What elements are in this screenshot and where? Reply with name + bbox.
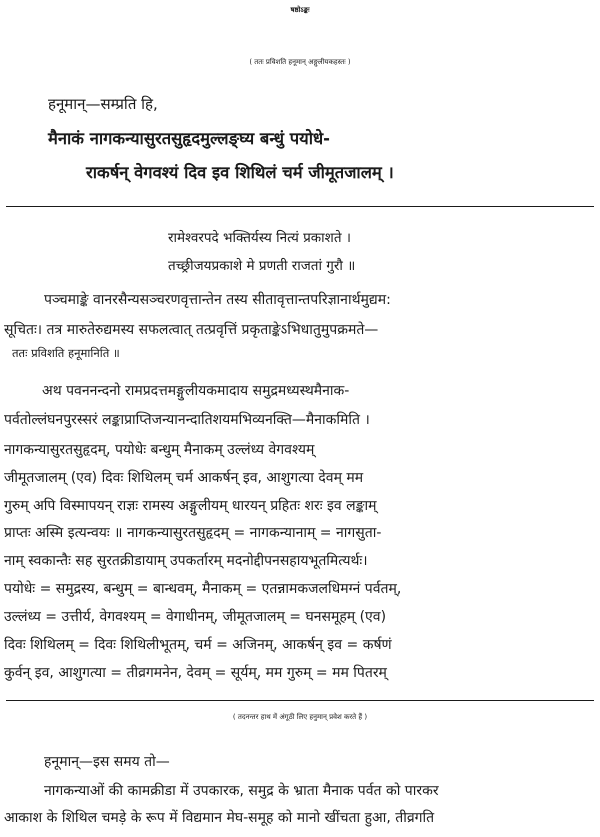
verse-line: राकर्षन् वेगवश्यं दिव इव शिथिलं चर्म जीमूतजालम् । [86, 163, 394, 182]
hindi-stage-direction: ( तदनन्तर हाथ में अंगूठी लिए हनुमान् प्रवेश करते हैं ) [232, 713, 368, 721]
commentary-line: जीमूतजालम् (एव) दिवः शिथिलम् चर्म आकर्षन् इव, आशुगत्या देवम् मम [4, 470, 364, 486]
hindi-translation-line: नागकन्याओं की कामक्रीडा में उपकारक, समुद्र के भ्राता मैनाक पर्वत को पारकर [44, 783, 439, 799]
commentary-line: पयोधेः = समुद्रस्य, बन्धुम् = बान्धवम्, मैनाकम् = एतन्नामकजलधिमग्नं पर्वतम्, [4, 581, 402, 597]
dedication-line: रामेश्वरपदे भक्तिर्यस्य नित्यं प्रकाशते । [168, 230, 351, 246]
commentary-line: नागकन्यासुरतसुहृदम्, पयोधेः बन्धुम् मैनाकम् उल्लंध्य वेगवश्यम् [4, 442, 315, 458]
hindi-speaker-line: हनूमान्—इस समय तो— [44, 754, 170, 770]
act-title: षष्ठोऽङ्कः [290, 6, 310, 14]
hindi-translation-line: आकाश के शिथिल चमड़े के रूप में विद्यमान मेघ-समूह को मानो खींचता हुआ, तीव्रगति [4, 810, 435, 826]
intro-commentary-line: ततः प्रविशति हनूमानिति ॥ [12, 346, 120, 360]
divider [6, 206, 594, 207]
commentary-line: दिवः शिथिलम् = दिवः शिथिलीभूतम्, चर्म = अजिनम्, आकर्षन् इव = कर्षणं [4, 637, 392, 653]
dedication-line: तच्छ्रीजयप्रकाशे मे प्रणती राजतां गुरौ ॥ [168, 258, 356, 274]
commentary-line: प्राप्तः अस्मि इत्यन्वयः ॥ नागकन्यासुरतसुहृदम् = नागकन्यानाम् = नागसुता- [4, 525, 382, 541]
commentary-line: नाम् स्वकान्तैः सह सुरतक्रीडायाम् उपकर्तारम् मदनोद्दीपनसहायभूतमित्यर्थः। [4, 553, 368, 569]
speaker-line: हनूमान्—सम्प्रति हि, [48, 95, 158, 113]
intro-commentary-line: सूचितः। तत्र मारुतेरुद्यमस्य सफलत्वात् तत्प्रवृत्तिं प्रकृताङ्केऽभिधातुमुपक्रमते— [4, 322, 379, 338]
stage-direction: ( ततः प्रविशति हनूमान् अङ्गुलीयकहस्तः ) [249, 58, 351, 66]
verse-line: मैनाकं नागकन्यासुरतसुहृदमुल्लङ्घ्य बन्धुं पयोधे- [48, 129, 331, 148]
commentary-line: उल्लंध्य = उत्तीर्य, वेगवश्यम् = वेगाधीनम्, जीमूतजालम् = घनसमूहम् (एव) [4, 609, 387, 625]
commentary-line: पर्वतोल्लंघनपुरस्सरं लङ्काप्राप्तिजन्यानन्दातिशयमभिव्यनक्ति—मैनाकमिति । [4, 412, 370, 428]
commentary-line: कुर्वन् इव, आशुगत्या = तीव्रगमनेन, देवम् = सूर्यम्, मम गुरुम् = मम पितरम् [4, 665, 387, 681]
commentary-line: गुरुम् अपि विस्मापयन् राज्ञः रामस्य अङ्गुलीयम् धारयन् प्रहितः शरः इव लङ्काम् [4, 498, 377, 514]
intro-commentary-line: पञ्चमाङ्के वानरसैन्यसञ्चरणवृत्तान्तेन तस्य सीतावृत्तान्तपरिज्ञानार्थमुद्यम: [44, 292, 391, 308]
commentary-line: अथ पवननन्दनो रामप्रदत्तमङ्गुलीयकमादाय समुद्रमध्यस्थमैनाक- [42, 383, 350, 399]
divider [6, 700, 594, 701]
